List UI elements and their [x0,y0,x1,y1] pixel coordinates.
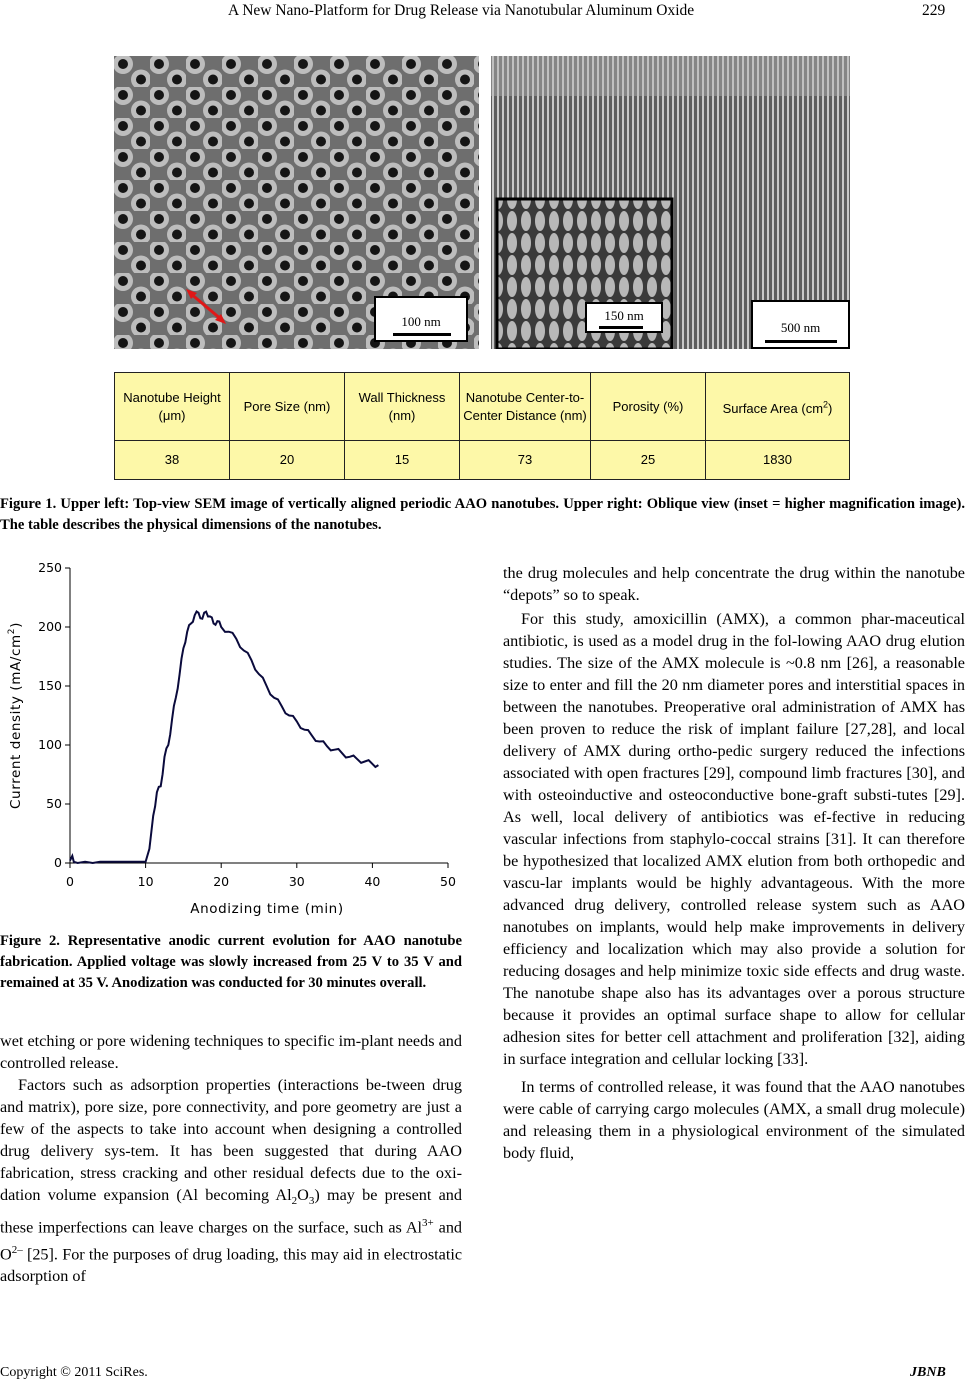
y-tick-label: 50 [46,796,62,811]
x-tick-label: 10 [137,874,154,889]
scale-bar-100nm [374,296,468,342]
x-axis-label: Anodizing time (min) [190,901,344,917]
surface-area-header-display: Surface Area $(cm^2)$ [722,399,833,416]
sem-top-view-image [114,56,479,349]
scale-bar-150nm [585,302,663,333]
scale-bar-line [765,340,837,343]
table-cell: 20 [230,441,345,480]
table-cell: 38 [115,441,230,480]
y-axis-label: Current density $(mA/cm^2)$ [7,622,24,809]
scale-label-left: 100 nm [401,314,441,329]
right-paragraph-1: the drug molecules and help concentrate the drug within the nanotube “depots” so to speak. [503,564,965,604]
footer-journal: JBNB [910,1365,946,1380]
page-number: 229 [922,2,946,19]
figure1-caption: Figure 1. Upper left: Top-view SEM image of vertically aligned periodic AAO nanotubes. Upper right: Oblique view (inset = higher magnification image). The table describes the physical dimensions of the nanotubes. [0,496,965,533]
table-header-cell: Wall Thickness (nm) [345,373,460,441]
y-tick-label: 0 [54,855,62,870]
sem-oblique-view-image [491,56,850,349]
figure2-caption: Figure 2. Representative anodic current evolution for AAO nanotube fabrication. Applied voltage was slowly increased from 25 V to 35 V and remained at 35 V. Anodization was conducted for 30 minutes overall. [0,933,462,991]
oxygen-symbol: O [297,1186,309,1204]
y-tick-label: 200 [38,619,62,634]
x-tick-label: 30 [288,874,305,889]
table-header-cell [706,373,850,441]
superscript-2minus: 2– [11,1243,23,1256]
right-column-text [503,562,965,1164]
superscript-3plus: 3+ [422,1217,434,1230]
nanotube-dimensions-table [114,372,850,480]
scale-label-inset: 150 nm [604,308,644,323]
x-tick-label: 40 [364,874,381,889]
left-paragraph-2 [0,1074,462,1287]
left-paragraph-1: wet etching or pore widening techniques to specific im-plant needs and controlled release. [0,1032,462,1072]
left-paragraph-2-part-c: and O [0,1218,463,1264]
subscript-2: 2 [291,1195,298,1208]
x-tick-label: 0 [66,874,74,889]
scale-bar-line [393,333,451,336]
right-paragraph-3: In terms of controlled release, it was found that the AAO nanotubes were cable of carrying cargo molecules (AMX, a small drug molecule) and releasing them in a physiological environment of the simulated body fluid, [503,1078,965,1162]
footer-copyright: Copyright © 2011 SciRes. [0,1365,148,1380]
table-cell: 73 [460,441,591,480]
chart-area [5,556,457,920]
table-header-cell: Nanotube Height (μm) [115,373,230,441]
y-tick-label: 100 [38,737,62,752]
figure2-chart [0,556,460,920]
x-tick-label: 20 [213,874,230,889]
left-paragraph-2-part-d: [25]. For the purposes of drug loading, this may aid in electrostatic adsorption of [0,1245,462,1286]
y-tick-label: 250 [38,560,62,575]
x-tick-label: 50 [440,874,456,889]
table-header-cell: Porosity (%) [591,373,706,441]
table-cell: 15 [345,441,460,480]
table-header-cell: Nanotube Center-to-Center Distance (nm) [460,373,591,441]
right-paragraph-2: For this study, amoxicillin (AMX), a common phar-maceutical antibiotic, is used as a model drug in the fol-lowing AAO drug elution studies. The size of the AMX molecule is ~0.8 nm [26], a reasonable size to enter and fill the 20 nm diameter pores and interstitial spaces in between the nanotubes. Preoperative oral administration of AMX has been proven to reduce the risk of implant failure [27,28], and local delivery of AMX during ortho-pedic surgery reduced the infections associated with open fractures [29], compound limb fractures [30], and with osteoinductive and osteoconductive bone-graft substi-tutes [29]. As well, local delivery of antibiotics was ef-fective in reducing vascular infections from staphylo-coccal strains [31]. It can therefore be hypothesized that localized AMX elution from both orthopedic and vascu-lar implants would be highly advantageous. With the more advanced drug delivery, controlled release system such as AAO nanotubes on implants, would help make improvements in delivery efficiency and localization which may also provide a solution for reducing dosages and help minimize toxic side effects and drug waste. The nanotube shape also has its advantages over a porous structure because it provides an optimal surface shape to allow for cellular adhesion sites for better cell attachment and proliferation [32], aiding in surface integration and cellular locking [33]. [503,610,965,1068]
table-row [115,441,850,480]
subscript-3: 3 [308,1195,315,1208]
scale-bar-line [599,326,643,329]
y-tick-label: 150 [38,678,62,693]
running-title: A New Nano-Platform for Drug Release via Nanotubular Aluminum Oxide [228,2,695,19]
table-header-row [115,373,850,441]
left-paragraph-2-part-b: ) may be present and these imperfections can leave charges on the surface, such as Al [0,1186,462,1237]
table-cell: 1830 [706,441,850,480]
current-density-chart [0,556,460,920]
scale-bar-500nm [751,300,850,349]
scale-label-right: 500 nm [780,320,821,335]
table-cell: 25 [591,441,706,480]
left-paragraph-2-part-a: Factors such as adsorption properties (interactions be-tween drug and matrix), pore size, pore connectivity, and pore geometry are just a few of the aspects to take into account when designing a controlled drug delivery sys-tem. It has been suggested that during AAO fabrication, stress cracking and other residual defects due to the oxi-dation volume expansion (Al becoming Al [0,1076,462,1204]
superscript-2: 2 [823,399,829,410]
left-column-text [0,1030,462,1287]
table-header-cell: Pore Size (nm) [230,373,345,441]
